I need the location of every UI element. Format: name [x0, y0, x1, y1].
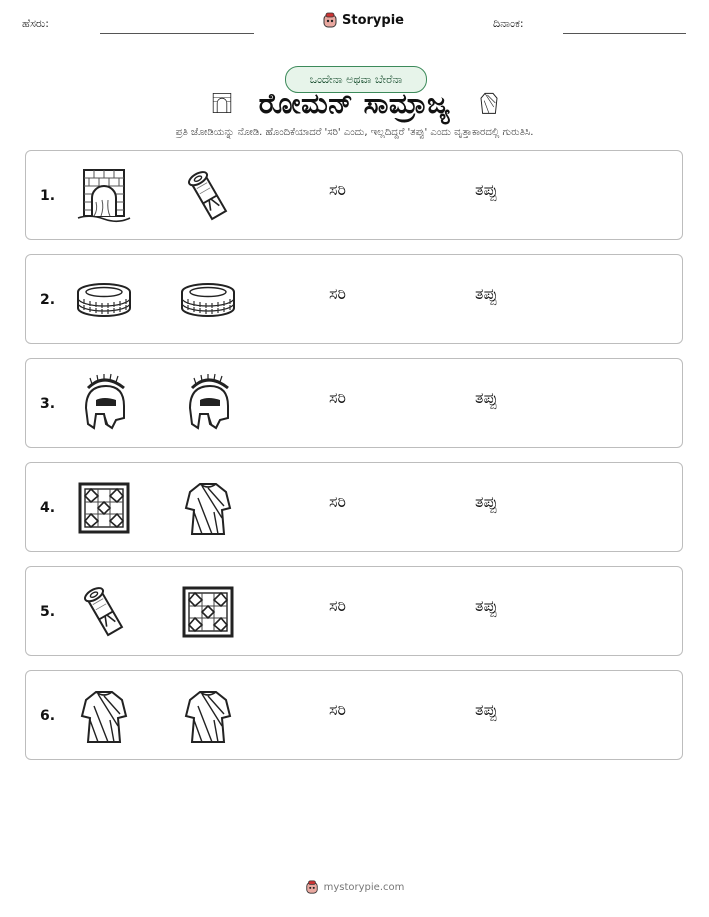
brand-logo — [322, 12, 404, 28]
scroll-icon — [74, 582, 134, 642]
storypie-mascot-icon — [322, 12, 338, 28]
answer-false-option[interactable]: ತಪ್ಪು — [475, 596, 498, 615]
answer-false-option[interactable]: ತಪ್ಪು — [475, 388, 498, 407]
question-row — [25, 150, 683, 240]
activity-badge: ಒಂದೇನಾ ಅಥವಾ ಬೇರೆನಾ — [285, 66, 427, 93]
answer-false-option[interactable]: ತಪ್ಪು — [475, 180, 498, 199]
toga-icon — [74, 686, 134, 746]
toga-icon — [477, 89, 501, 117]
toga-icon — [178, 478, 238, 538]
answer-true-option[interactable]: ಸರಿ — [329, 700, 346, 719]
answer-true-option[interactable]: ಸರಿ — [329, 492, 346, 511]
toga-icon — [178, 686, 238, 746]
question-row — [25, 462, 683, 552]
question-number: 6. — [40, 708, 56, 724]
answer-false-option[interactable]: ತಪ್ಪು — [475, 492, 498, 511]
answer-false-option[interactable]: ತಪ್ಪು — [475, 700, 498, 719]
question-row — [25, 254, 683, 344]
helmet-icon — [74, 374, 134, 434]
question-number: 3. — [40, 396, 56, 412]
helmet-icon — [178, 374, 238, 434]
aqueduct-icon — [74, 166, 134, 226]
footer-url[interactable]: mystorypie.com — [323, 881, 405, 893]
question-row — [25, 670, 683, 760]
answer-true-option[interactable]: ಸರಿ — [329, 596, 346, 615]
footer — [0, 880, 709, 894]
question-row — [25, 358, 683, 448]
instructions: ಪ್ರತಿ ಜೋಡಿಯನ್ನು ನೋಡಿ. ಹೊಂದಿಕೆಯಾದರೆ 'ಸರಿ' ಎಂದು, ಇಲ್ಲದಿದ್ದರೆ 'ತಪ್ಪು' ಎಂದು ವೃತ್ತಾಕಾರದಲ್ಲಿ ಗುರುತಿಸಿ. — [175, 127, 534, 138]
question-number: 5. — [40, 604, 56, 620]
colosseum-icon — [74, 270, 134, 330]
mosaic-icon — [74, 478, 134, 538]
name-line[interactable] — [100, 33, 254, 34]
question-number: 1. — [40, 188, 56, 204]
name-label: ಹೆಸರು: — [22, 17, 49, 30]
question-row — [25, 566, 683, 656]
page-title: ರೋಮನ್ ಸಾಮ್ರಾಜ್ಯ — [258, 87, 451, 120]
storypie-mascot-icon — [305, 880, 319, 894]
date-line[interactable] — [563, 33, 686, 34]
scroll-icon — [178, 166, 238, 226]
date-label: ದಿನಾಂಕ: — [493, 17, 524, 30]
question-number: 2. — [40, 292, 56, 308]
question-number: 4. — [40, 500, 56, 516]
colosseum-icon — [178, 270, 238, 330]
answer-true-option[interactable]: ಸರಿ — [329, 284, 346, 303]
answer-true-option[interactable]: ಸರಿ — [329, 388, 346, 407]
answer-false-option[interactable]: ತಪ್ಪು — [475, 284, 498, 303]
answer-true-option[interactable]: ಸರಿ — [329, 180, 346, 199]
mosaic-icon — [178, 582, 238, 642]
brand-name: Storypie — [342, 12, 404, 28]
